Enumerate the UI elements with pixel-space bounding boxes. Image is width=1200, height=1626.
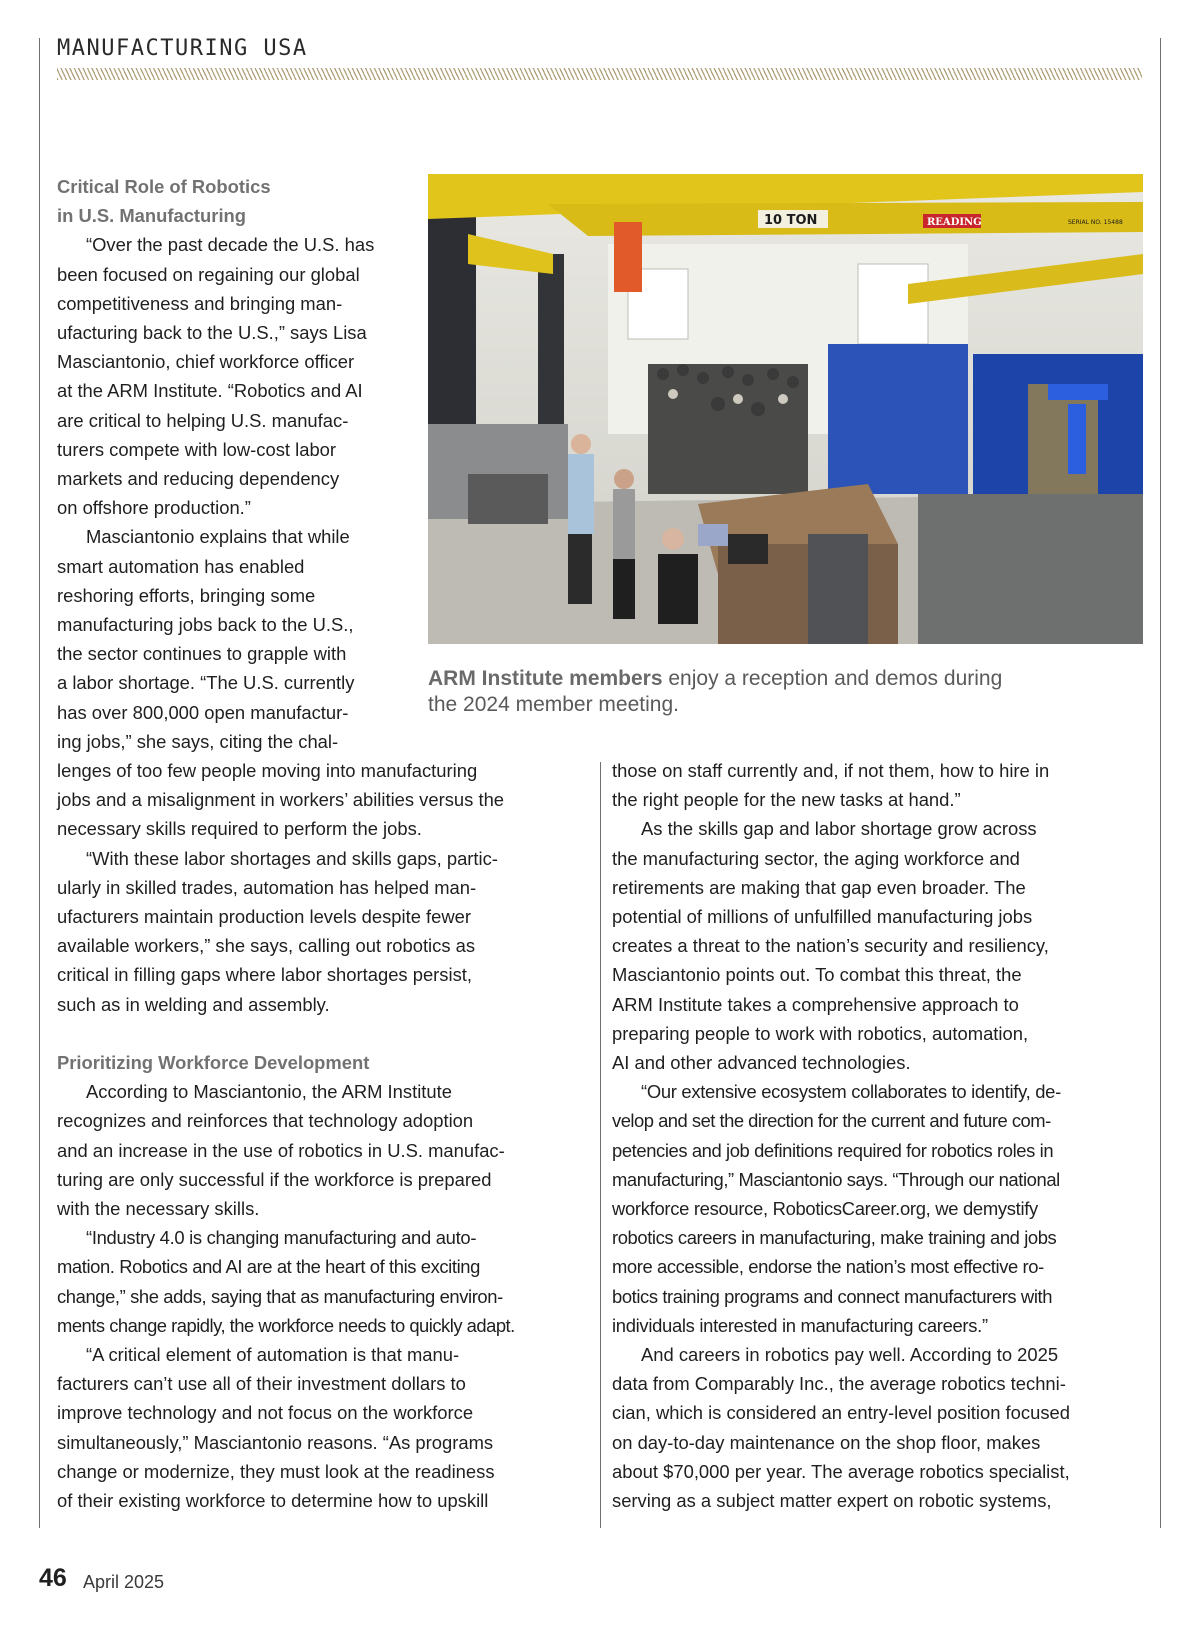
paragraph-gap bbox=[57, 1019, 592, 1048]
right-column: those on staff currently and, if not them, how to hire in the right people for the new tasks at hand.” As the skills gap and labor shortage grow across the manufacturing sector, the aging workforce and retirements are making that gap even broader. The potential of millions of unfulfilled manufacturing jobs creates a threat to the nation’s security and resiliency, Masciantonio points out. To combat this threat, the ARM Institute takes a comprehensive approach to preparing people to work with robotics, automation, AI and other advanced technologies. “Our extensive ecosystem collaborates to identify, de- velop and set the direction for the current and future com- petencies and job definitions required for robotics roles in manufacturing,” Masciantonio says. “Through our national workforce resource, RoboticsCareer.org, we demystify robotics careers in manufacturing, make training and jobs more accessible, endorse the nation’s most effective ro- botics training programs and connect manufacturers with individuals interested in manufacturing careers.” And careers in robotics pay well. According to 2025 data from Comparably Inc., the average robotics techni- cian, which is considered an entry-level position focused on day-to-day maintenance on the shop floor, makes about $70,000 per year. The average robotics specialist, serving as a subject matter expert on robotic systems, bbox=[612, 760, 1070, 1512]
right-column-rule bbox=[1160, 38, 1161, 1528]
factory-floor-illustration bbox=[428, 174, 1143, 644]
intro-column: Critical Role of Robotics in U.S. Manufacturing “Over the past decade the U.S. has been focused on regaining our global competitiveness and bringing man- ufacturing back to the U.S.,” says Lisa Masciantonio, chief workforce officer at the ARM Institute. “Robotics and AI are critical to helping U.S. manufac- turers compete with low-cost labor markets and reducing dependency on offshore production.” Masciantonio explains that while smart automation has enabled reshoring efforts, bringing some manufacturing jobs back to the U.S., the sector continues to grapple with a labor shortage. “The U.S. currently has over 800,000 open manufactur- ing jobs,” she says, citing the chal- bbox=[57, 172, 417, 756]
header-hatch-bar bbox=[57, 68, 1142, 80]
crane-sign: 10 TON bbox=[764, 213, 818, 228]
intro-paragraph-1: “Over the past decade the U.S. has bbox=[86, 234, 375, 256]
section-heading-workforce: Prioritizing Workforce Development bbox=[57, 1052, 370, 1074]
event-photo bbox=[428, 174, 1143, 644]
caption-text: enjoy a reception and demos during bbox=[662, 667, 1003, 690]
photo-caption bbox=[428, 666, 1143, 718]
brand-sign: READING bbox=[927, 217, 982, 228]
issue-date: April 2025 bbox=[83, 1572, 165, 1592]
serial-sign: SERIAL NO. 15488 bbox=[1068, 219, 1123, 226]
page-number: 46 bbox=[39, 1564, 67, 1592]
left-column-rule bbox=[39, 38, 40, 1528]
left-column: lenges of too few people moving into manufacturing jobs and a misalignment in workers’ abilities versus the necessary skills required to perform the jobs. “With these labor shortages and skills gaps, partic- ularly in skilled trades, automation has helped man- ufacturers maintain production levels despite fewer available workers,” she says, calling out robotics as critical in filling gaps where labor shortages persist, such as in welding and assembly. Prioritizing Workforce Development According to Masciantonio, the ARM Institute recognizes and reinforces that technology adoption and an increase in the use of robotics in U.S. manufac- turing are only successful if the workforce is prepared with the necessary skills. “Industry 4.0 is changing manufacturing and auto- mation. Robotics and AI are at the heart of this exciting change,” she adds, saying that as manufacturing environ- ments change rapidly, the workforce needs to quickly adapt. “A critical element of automation is that manu- facturers can’t use all of their investment dollars to improve technology and not focus on the workforce simultaneously,” Masciantonio reasons. “As programs change or modernize, they must look at the readiness of their existing workforce to determine how to upskill bbox=[57, 756, 592, 1515]
caption-line-2: the 2024 member meeting. bbox=[428, 693, 679, 716]
section-heading-robotics: Critical Role of Robotics in U.S. Manufacturing bbox=[57, 176, 271, 227]
caption-bold: ARM Institute members bbox=[428, 667, 663, 690]
center-column-rule bbox=[600, 762, 601, 1528]
section-title: MANUFACTURING USA bbox=[57, 36, 308, 61]
